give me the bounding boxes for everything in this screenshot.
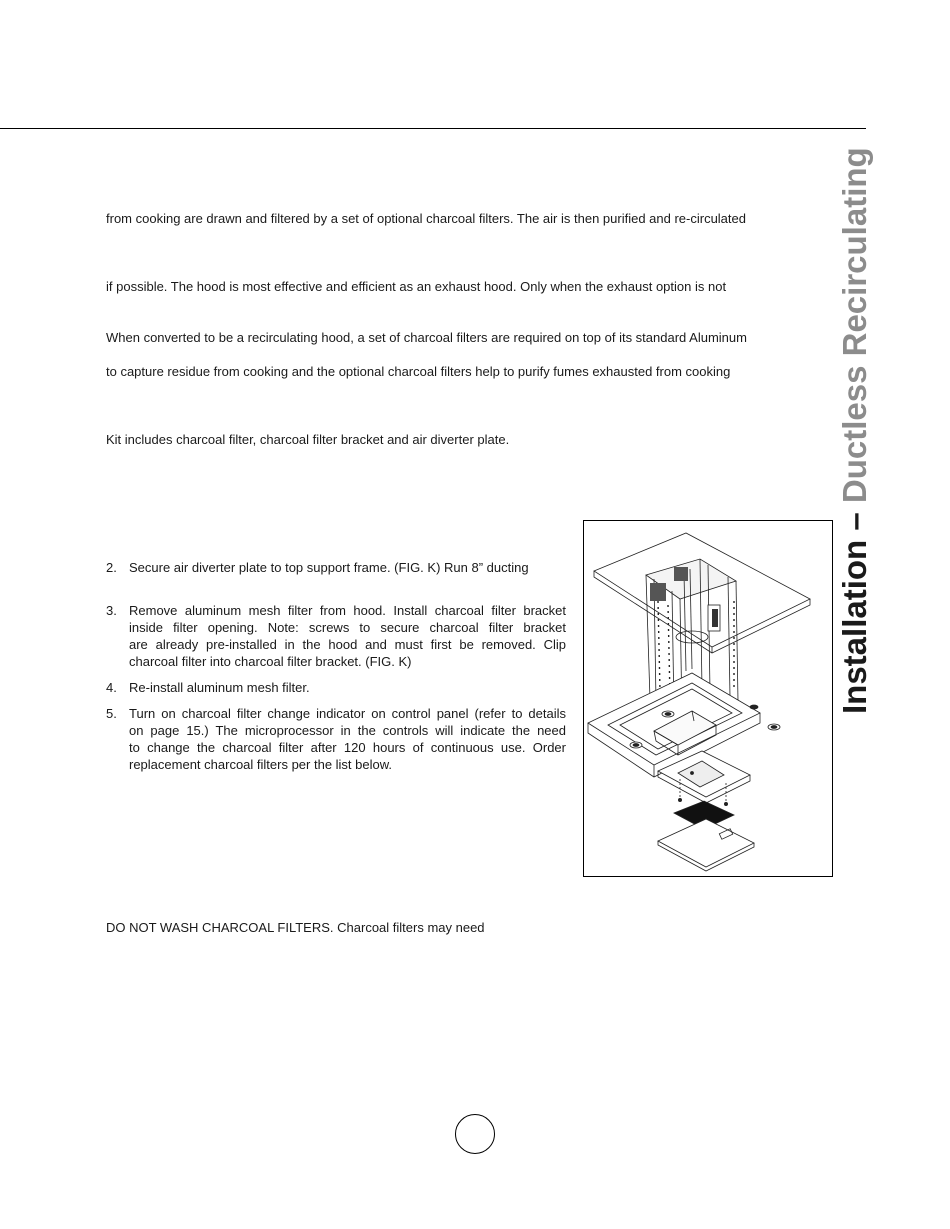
step-line: on page 15.) The microprocessor in the controls will indicate the need — [129, 723, 566, 738]
step-text — [129, 705, 566, 773]
section-title — [835, 147, 875, 714]
step-text — [129, 679, 566, 696]
warning-text: DO NOT WASH CHARCOAL FILTERS. Charcoal filters may need — [106, 920, 485, 935]
header-rule — [0, 128, 866, 129]
step-number: 2. — [106, 560, 117, 575]
step-line: Remove aluminum mesh filter from hood. Install charcoal filter bracket — [129, 603, 566, 618]
step-line: to change the charcoal filter after 120 hours of continuous use. Order — [129, 740, 566, 755]
step-line: replacement charcoal filters per the list below. — [129, 757, 393, 772]
step-number: 5. — [106, 706, 117, 721]
step-line: Turn on charcoal filter change indicator on control panel (refer to details — [129, 706, 566, 721]
paragraph-2: if possible. The hood is most effective and efficient as an exhaust hood. Only when the exhaust option is not — [106, 279, 727, 294]
section-title-part2: Ductless Recirculating — [836, 147, 873, 504]
section-title-part1: Installation — [836, 539, 873, 714]
step-number: 3. — [106, 603, 117, 618]
step-line: inside filter opening. Note: screws to secure charcoal filter bracket — [129, 620, 566, 635]
step-line: Secure air diverter plate to top support frame. (FIG. K) Run 8” ducting — [129, 560, 529, 575]
paragraph-1: from cooking are drawn and filtered by a set of optional charcoal filters. The air is then purified and re-circulated — [106, 211, 746, 226]
step-text — [129, 602, 566, 670]
step-number: 4. — [106, 680, 117, 695]
section-title-separator: – — [836, 503, 873, 540]
step-line: charcoal filter into charcoal filter bracket. (FIG. K) — [129, 654, 412, 669]
hood-exploded-illustration — [584, 521, 832, 876]
paragraph-4: to capture residue from cooking and the optional charcoal filters help to purify fumes exhausted from cooking — [106, 364, 731, 379]
step-line: Re-install aluminum mesh filter. — [129, 680, 310, 695]
step-text — [129, 559, 566, 576]
step-line: are already pre-installed in the hood and must first be removed. Clip — [129, 637, 566, 652]
paragraph-3: When converted to be a recirculating hood, a set of charcoal filters are required on top of its standard Aluminum — [106, 330, 747, 345]
paragraph-5: Kit includes charcoal filter, charcoal filter bracket and air diverter plate. — [106, 432, 510, 447]
figure-k-diagram — [583, 520, 833, 877]
page-number-badge — [455, 1114, 495, 1154]
